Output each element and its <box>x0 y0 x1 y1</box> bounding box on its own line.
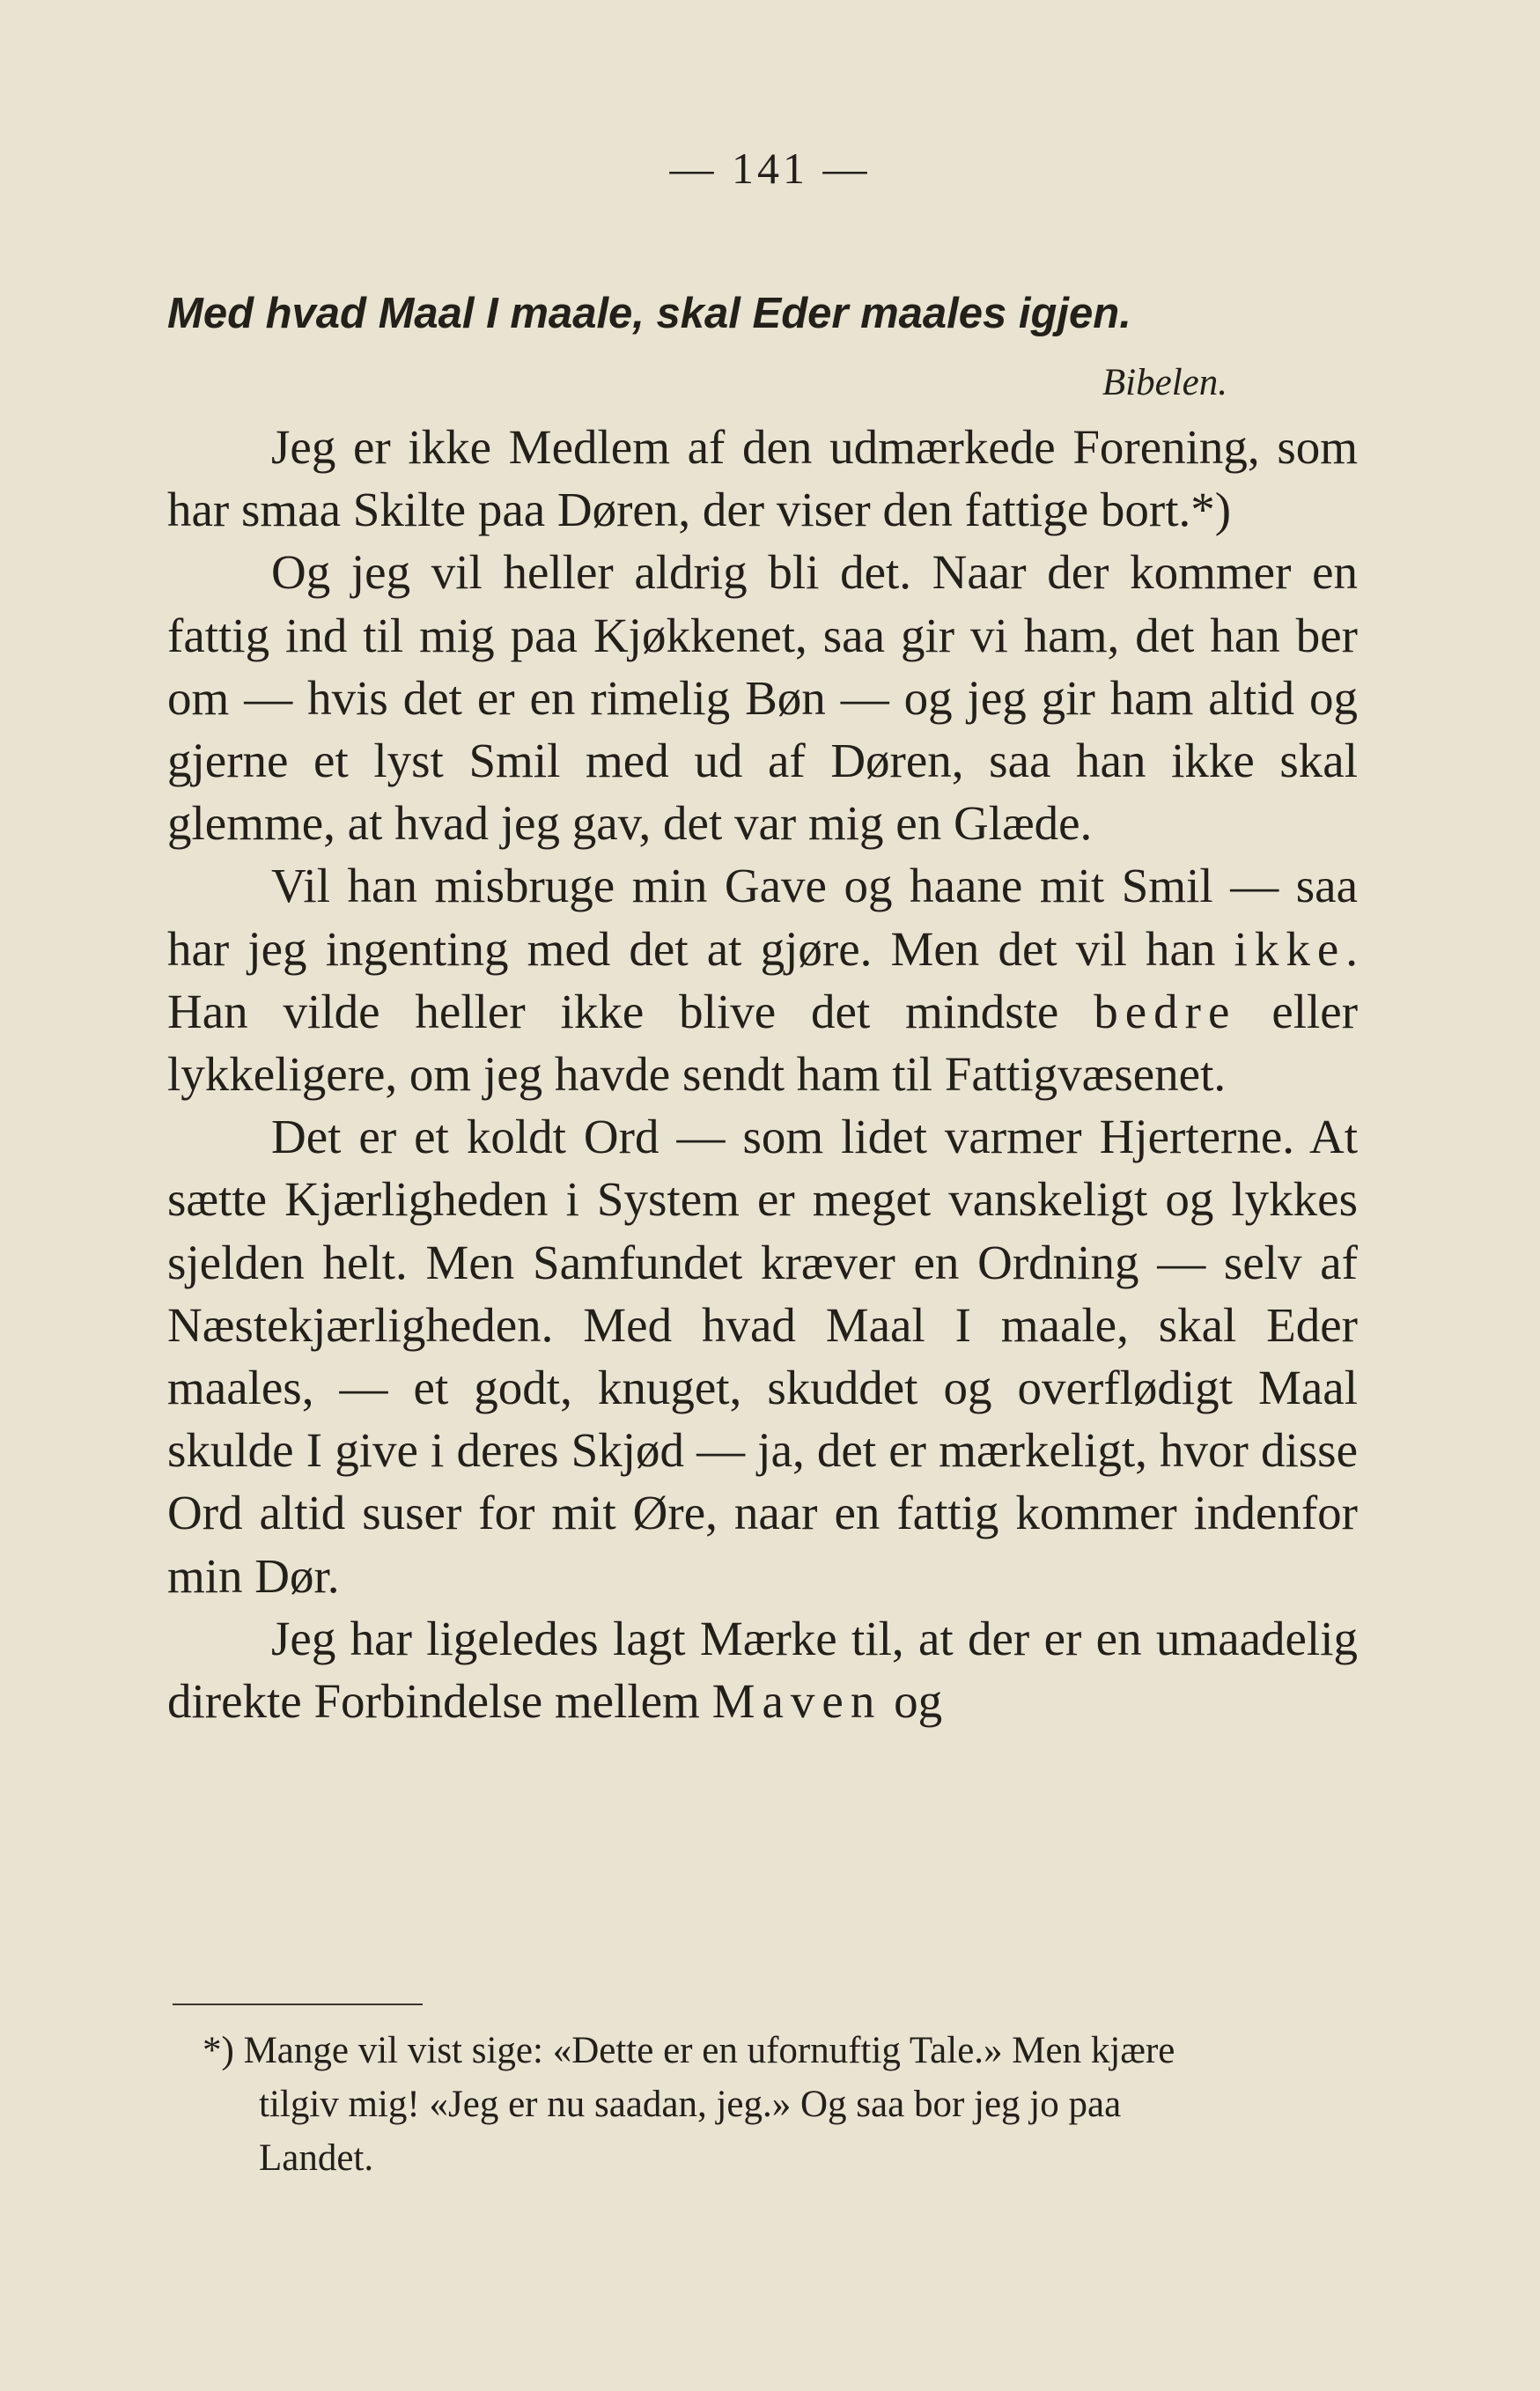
body-text <box>167 416 1358 1732</box>
footnote-line-1 <box>173 2024 1363 2077</box>
paragraph-3-part-1: Vil han misbruge min Gave og haane mit Smil — saa har jeg ingenting med det at gjøre. Men det vil han <box>167 859 1358 976</box>
paragraph-1: Jeg er ikke Medlem af den udmærkede Forening, som har smaa Skilte paa Døren, der viser den fattige bort.*) <box>167 420 1358 537</box>
paragraph-3-part-3: eller lykkeligere, om jeg havde sendt ham til Fattigvæsenet. <box>167 984 1359 1102</box>
footnote-line-2: tilgiv mig! «Jeg er nu saadan, jeg.» Og saa bor jeg jo paa <box>259 2084 1122 2125</box>
emphasis-maven: Maven <box>711 1674 882 1729</box>
paragraph-2: Og jeg vil heller aldrig bli det. Naar der kommer en fattig ind til mig paa Kjøkkenet, saa gir vi ham, det han ber om — hvis det er en rimelig Bøn — og jeg gir ham altid og gjerne et lyst Smil med ud af Døren, saa han ikke skal glemme, at hvad jeg gav, det var mig en Glæde. <box>167 545 1358 851</box>
emphasis-ikke: ikke <box>1234 921 1346 976</box>
footnote-text-1: Mange vil vist sige: «Dette er en ufornuftig Tale.» Men kjære <box>243 2030 1175 2071</box>
paragraph-3 <box>167 854 1358 1105</box>
footnote <box>173 2024 1363 2185</box>
paragraph-5-part-2: og <box>894 1674 943 1729</box>
paragraph-4: Det er et koldt Ord — som lidet varmer Hjerterne. At sætte Kjærligheden i System er meget vanskeligt og lykkes sjelden helt. Men Samfundet kræver en Ordning — selv af Næstekjærligheden. Med hvad Maal I maale, skal Eder maales, — et godt, knuget, skuddet og overflødigt Maal skulde I give i deres Skjød — ja, det er mærkeligt, hvor disse Ord altid suser for mit Øre, naar en fattig kommer indenfor min Dør. <box>167 1110 1358 1603</box>
footnote-divider <box>173 2004 423 2005</box>
footnote-marker: *) <box>203 2030 234 2071</box>
epigraph-source: Bibelen. <box>1102 362 1227 403</box>
paragraph-5 <box>167 1607 1358 1732</box>
page-number: — 141 — <box>669 144 871 193</box>
paragraph-3-part-2: . Han vilde heller ikke blive det mindste <box>167 921 1358 1038</box>
epigraph-quote: Med hvad Maal I maale, skal Eder maales igjen. <box>167 290 1131 337</box>
emphasis-bedre: bedre <box>1094 984 1237 1038</box>
footnote-line-3: Landet. <box>259 2137 374 2179</box>
paragraph-5-part-1: Jeg har ligeledes lagt Mærke til, at der er en umaadelig direkte Forbindelse mellem <box>167 1611 1358 1729</box>
